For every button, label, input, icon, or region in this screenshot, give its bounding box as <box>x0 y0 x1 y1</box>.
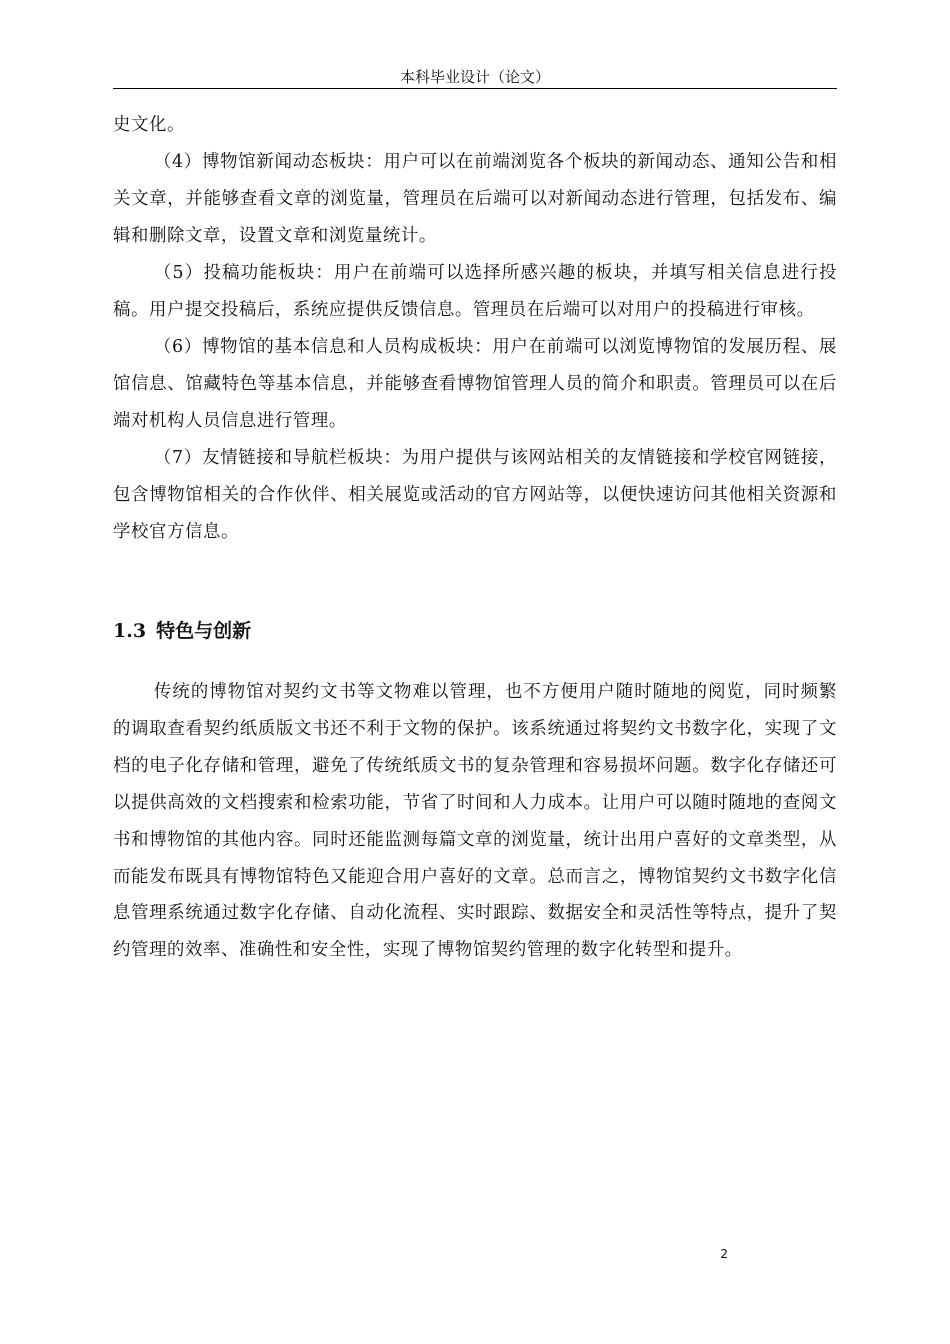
section-title: 特色与创新 <box>156 620 252 642</box>
paragraph-features: 传统的博物馆对契约文书等文物难以管理，也不方便用户随时随地的阅览，同时频繁的调取查看契约纸质版文书还不利于文物的保护。该系统通过将契约文书数字化，实现了文档的电子化存储和管理，避免了传统纸质文书的复杂管理和容易损坏问题。数字化存储还可以提供高效的文档搜索和检索功能，节省了时间和人力成本。让用户可以随时随地的查阅文书和博物馆的其他内容。同时还能监测每篇文章的浏览量，统计出用户喜好的文章类型，从而能发布既具有博物馆特色又能迎合用户喜好的文章。总而言之，博物馆契约文书数字化信息管理系统通过数字化存储、自动化流程、实时跟踪、数据安全和灵活性等特点，提升了契约管理的效率、准确性和安全性，实现了博物馆契约管理的数字化转型和提升。 <box>113 682 837 961</box>
paragraph-continuation: 史文化。 <box>113 115 185 135</box>
paragraph-info-module: （6）博物馆的基本信息和人员构成板块：用户在前端可以浏览博物馆的发展历程、展馆信息、馆藏特色等基本信息，并能够查看博物馆管理人员的简介和职责。管理员可以在后端对机构人员信息进行管理。 <box>113 337 837 431</box>
section-number: 1.3 <box>113 620 147 642</box>
section-heading <box>113 614 837 648</box>
running-header: 本科毕业设计（论文） <box>113 66 837 89</box>
section-body <box>113 674 837 969</box>
body-text <box>113 107 837 551</box>
page-number: 2 <box>720 1247 728 1261</box>
paragraph-news-module: （4）博物馆新闻动态板块：用户可以在前端浏览各个板块的新闻动态、通知公告和相关文章，并能够查看文章的浏览量，管理员在后端可以对新闻动态进行管理，包括发布、编辑和删除文章，设置文章和浏览量统计。 <box>113 152 837 246</box>
paragraph-links-module: （7）友情链接和导航栏板块：为用户提供与该网站相关的友情链接和学校官网链接，包含博物馆相关的合作伙伴、相关展览或活动的官方网站等，以便快速访问其他相关资源和学校官方信息。 <box>113 448 837 542</box>
paragraph-submission-module: （5）投稿功能板块：用户在前端可以选择所感兴趣的板块，并填写相关信息进行投稿。用户提交投稿后，系统应提供反馈信息。管理员在后端可以对用户的投稿进行审核。 <box>113 263 837 320</box>
